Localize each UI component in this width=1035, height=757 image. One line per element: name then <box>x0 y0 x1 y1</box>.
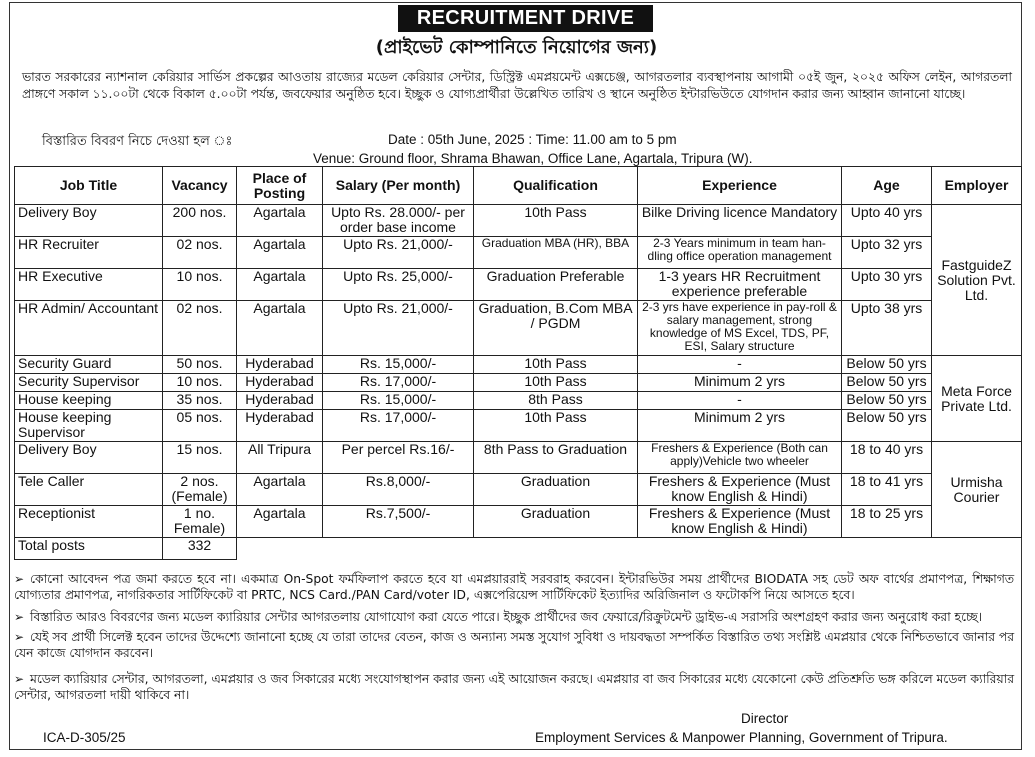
job-title-cell: House keeping <box>15 392 163 410</box>
total-row <box>15 538 1022 560</box>
job-title-cell: Delivery Boy <box>15 205 163 237</box>
qualification-cell: Graduation <box>474 474 638 506</box>
issuing-office: Employment Services & Manpower Planning, Government of Tripura. <box>535 730 948 745</box>
posting-cell: Agartala <box>237 269 323 301</box>
table-row <box>15 410 1022 442</box>
qualification-cell: 10th Pass <box>474 410 638 442</box>
column-header: Job Title <box>15 167 163 205</box>
vacancy-cell: 10 nos. <box>163 269 237 301</box>
qualification-cell: 8th Pass to Graduation <box>474 442 638 474</box>
qualification-cell: 10th Pass <box>474 356 638 374</box>
employer-cell: Urmisha Courier <box>932 442 1022 538</box>
salary-cell: Rs. 15,000/- <box>323 392 474 410</box>
job-title-cell: HR Recruiter <box>15 237 163 269</box>
salary-cell: Upto Rs. 28.000/- per order base income <box>323 205 474 237</box>
experience-cell: Freshers & Experience (Must know English & Hindi) <box>638 506 842 538</box>
note-item: ➢ কোনো আবেদন পত্র জমা করতে হবে না। একমাত্র On-Spot ফর্মফিলাপ করতে হবে যা এমপ্লয়াররাই সরবরাহ করবেন। ইন্টারভিউর সময় প্রার্থীদের BIODATA সহ ডেট অফ বার্থের প্রমাণপত্র, শিক্ষাগত যোগ্যতার প্রমাণপত্র, নাগরিকতার সার্টিফিকেট বা PRTC, NCS Card./PAN Card/voter ID, এক্সপেরিয়েন্স সার্টিফিকেট ইত্যাদির অরিজিনাল ও ফটোকপি নিয়ে আসতে হবে। <box>14 572 1014 602</box>
vacancy-cell: 1 no. Female) <box>163 506 237 538</box>
salary-cell: Rs. 17,000/- <box>323 374 474 392</box>
qualification-cell: Graduation MBA (HR), BBA <box>474 237 638 269</box>
posting-cell: Hyderabad <box>237 356 323 374</box>
salary-cell: Rs. 15,000/- <box>323 356 474 374</box>
age-cell: Below 50 yrs <box>842 410 932 442</box>
experience-cell: Minimum 2 yrs <box>638 374 842 392</box>
vacancy-cell: 35 nos. <box>163 392 237 410</box>
posting-cell: Agartala <box>237 474 323 506</box>
vacancy-cell: 10 nos. <box>163 374 237 392</box>
job-title-cell: House keeping Supervisor <box>15 410 163 442</box>
posting-cell: All Tripura <box>237 442 323 474</box>
signatory-title: Director <box>741 711 789 726</box>
experience-cell: Minimum 2 yrs <box>638 410 842 442</box>
job-title-cell: Security Guard <box>15 356 163 374</box>
age-cell: Below 50 yrs <box>842 356 932 374</box>
table-row <box>15 506 1022 538</box>
experience-cell: 2-3 yrs have experience in pay-roll & salary management, strong knowledge of MS Excel, TDS, PF, ESI, Salary structure <box>638 301 842 356</box>
intro-paragraph: ভারত সরকারের ন্যাশনাল কেরিয়ার সার্ভিস প্রকল্পের আওতায় রাজ্যের মডেল কেরিয়ার সেন্টার, ডিস্ট্রিক্ট এমপ্লয়মেন্ট এক্সচেঞ্জ, আগরতলার ব্যবস্থাপনায় আগামী ০৫ই জুন, ২০২৫ অফিস লেইন, আগরতলা প্রাঙ্গণে সকাল ১১.০০টা থেকে বিকাল ৫.০০টা পর্যন্ত, জবফেয়ার অনুষ্ঠিত হবে। ইচ্ছুক ও যোগ্যপ্রার্থীরা উল্লেখিত তারিখ ও স্থানে অনুষ্ঠিত ইন্টারভিউতে যোগদান করার জন্য আহ্বান জানানো যাচ্ছে। <box>22 70 1012 101</box>
table-row <box>15 269 1022 301</box>
column-header: Employer <box>932 167 1022 205</box>
table-row <box>15 442 1022 474</box>
table-row <box>15 356 1022 374</box>
arrow-bullet-icon: ➢ <box>14 672 25 686</box>
posting-cell: Hyderabad <box>237 392 323 410</box>
salary-cell: Rs.8,000/- <box>323 474 474 506</box>
salary-cell: Upto Rs. 21,000/- <box>323 301 474 356</box>
table-row <box>15 301 1022 356</box>
column-header: Age <box>842 167 932 205</box>
posting-cell: Hyderabad <box>237 374 323 392</box>
table-row <box>15 205 1022 237</box>
qualification-cell: 8th Pass <box>474 392 638 410</box>
posting-cell: Agartala <box>237 205 323 237</box>
arrow-bullet-icon: ➢ <box>14 572 25 586</box>
posting-cell: Agartala <box>237 237 323 269</box>
note-item: ➢ বিস্তারিত আরও বিবরণের জন্য মডেল ক্যারিয়ার সেন্টার আগরতলায় যোগাযোগ করা যেতে পারে। ইচ্ছুক প্রার্থীদের জব ফেয়ারে/রিক্রুটমেন্ট ড্রাইভ-এ সরাসরি অংশগ্রহণ করার জন্য অনুরোধ করা হচ্ছে। <box>14 610 982 624</box>
age-cell: Below 50 yrs <box>842 392 932 410</box>
employer-cell: Meta Force Private Ltd. <box>932 356 1022 442</box>
age-cell: Upto 30 yrs <box>842 269 932 301</box>
notice-code: ICA-D-305/25 <box>43 730 126 745</box>
column-header: Experience <box>638 167 842 205</box>
salary-cell: Rs. 17,000/- <box>323 410 474 442</box>
salary-cell: Rs.7,500/- <box>323 506 474 538</box>
posting-cell: Agartala <box>237 506 323 538</box>
experience-cell: - <box>638 356 842 374</box>
vacancy-cell: 02 nos. <box>163 301 237 356</box>
age-cell: Upto 40 yrs <box>842 205 932 237</box>
vacancy-cell: 200 nos. <box>163 205 237 237</box>
experience-cell: - <box>638 392 842 410</box>
date-time-line: Date : 05th June, 2025 : Time: 11.00 am to 5 pm <box>388 132 677 147</box>
salary-cell: Upto Rs. 25,000/- <box>323 269 474 301</box>
venue-line: Venue: Ground floor, Shrama Bhawan, Office Lane, Agartala, Tripura (W). <box>313 151 753 166</box>
job-title-cell: Delivery Boy <box>15 442 163 474</box>
job-title-cell: Receptionist <box>15 506 163 538</box>
experience-cell: Freshers & Experience (Both can apply)Vehicle two wheeler <box>638 442 842 474</box>
salary-cell: Upto Rs. 21,000/- <box>323 237 474 269</box>
job-title-cell: HR Executive <box>15 269 163 301</box>
table-row <box>15 474 1022 506</box>
column-header: Vacancy <box>163 167 237 205</box>
qualification-cell: Graduation, B.Com MBA / PGDM <box>474 301 638 356</box>
age-cell: 18 to 25 yrs <box>842 506 932 538</box>
details-label: বিস্তারিত বিবরণ নিচে দেওয়া হল ঃ <box>42 134 233 149</box>
job-title-cell: Security Supervisor <box>15 374 163 392</box>
arrow-bullet-icon: ➢ <box>14 610 25 624</box>
job-title-cell: Tele Caller <box>15 474 163 506</box>
table-header-row <box>15 167 1022 205</box>
employer-cell: FastguideZ Solution Pvt. Ltd. <box>932 205 1022 356</box>
vacancy-table <box>14 166 1022 560</box>
posting-cell: Hyderabad <box>237 410 323 442</box>
vacancy-cell: 05 nos. <box>163 410 237 442</box>
experience-cell: Bilke Driving licence Mandatory <box>638 205 842 237</box>
arrow-bullet-icon: ➢ <box>14 630 25 644</box>
posting-cell: Agartala <box>237 301 323 356</box>
column-header: Place of Posting <box>237 167 323 205</box>
salary-cell: Per percel Rs.16/- <box>323 442 474 474</box>
note-item: ➢ যেই সব প্রার্থী সিলেক্ট হবেন তাদের উদ্দেশ্যে জানানো হচ্ছে যে তারা তাদের বেতন, কাজ ও অন্যান্য সমস্ত সুযোগ সুবিধা ও দায়বদ্ধতা সম্পর্কিত বিস্তারিত তথ্য সংশ্লিষ্ট এমপ্লয়ার থেকে নিশ্চিতভাবে জানার পর যেন কাজে যোগদান করবেন। <box>14 630 1014 660</box>
experience-cell: 2-3 Years minimum in team han-dling office operation management <box>638 237 842 269</box>
note-item: ➢ মডেল ক্যারিয়ার সেন্টার, আগরতলা, এমপ্লয়ার ও জব সিকারের মধ্যে সংযোগস্থাপন করার জন্য এই আয়োজন করছে। এমপ্লয়ার বা জব সিকারের মধ্যে যেকোনো কেউ প্রতিশ্রুতি ভঙ্গ করিলে মডেল ক্যারিয়ার সেন্টার, আগরতলা দায়ী থাকিবে না। <box>14 672 1014 702</box>
column-header: Qualification <box>474 167 638 205</box>
column-header: Salary (Per month) <box>323 167 474 205</box>
qualification-cell: Graduation Preferable <box>474 269 638 301</box>
experience-cell: 1-3 years HR Recruitment experience preferable <box>638 269 842 301</box>
age-cell: Upto 32 yrs <box>842 237 932 269</box>
vacancy-cell: 15 nos. <box>163 442 237 474</box>
qualification-cell: Graduation <box>474 506 638 538</box>
age-cell: Upto 38 yrs <box>842 301 932 356</box>
job-title-cell: HR Admin/ Accountant <box>15 301 163 356</box>
notice-subtitle: (প্রাইভেট কোম্পানিতে নিয়োগের জন্য) <box>375 37 658 58</box>
qualification-cell: 10th Pass <box>474 374 638 392</box>
table-row <box>15 374 1022 392</box>
age-cell: 18 to 41 yrs <box>842 474 932 506</box>
age-cell: Below 50 yrs <box>842 374 932 392</box>
vacancy-cell: 2 nos. (Female) <box>163 474 237 506</box>
age-cell: 18 to 40 yrs <box>842 442 932 474</box>
table-row <box>15 392 1022 410</box>
experience-cell: Freshers & Experience (Must know English & Hindi) <box>638 474 842 506</box>
empty-cell <box>237 538 1022 560</box>
total-label: Total posts <box>15 538 163 560</box>
table-row <box>15 237 1022 269</box>
notice-title: RECRUITMENT DRIVE <box>398 5 653 32</box>
qualification-cell: 10th Pass <box>474 205 638 237</box>
total-value: 332 <box>163 538 237 560</box>
vacancy-cell: 02 nos. <box>163 237 237 269</box>
vacancy-cell: 50 nos. <box>163 356 237 374</box>
